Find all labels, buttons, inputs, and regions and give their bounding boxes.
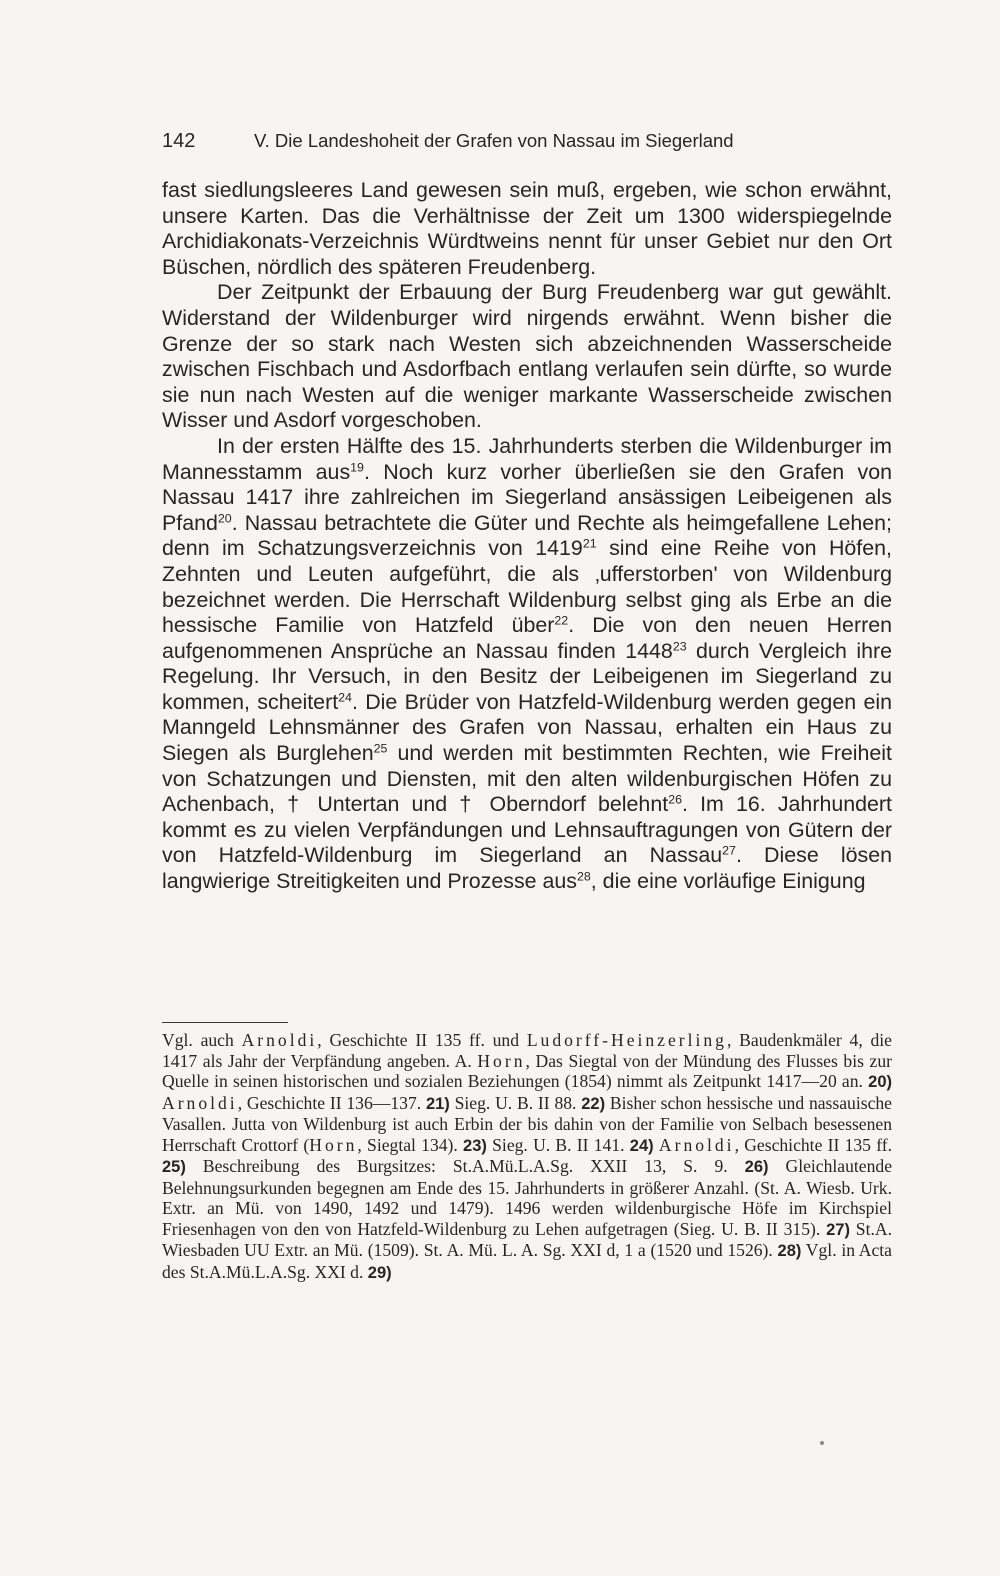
fn-text: Beschreibung des Burgsitzes: St.A.Mü.L.A.Sg. XXII 13, S. 9. <box>185 1156 745 1176</box>
footnote-ref-24: 24 <box>338 690 352 705</box>
author-arnoldi: Arnoldi <box>658 1134 735 1155</box>
author-ludorff: Ludorff-Heinzerling <box>526 1030 727 1050</box>
paragraph-1: fast siedlungsleeres Land gewesen sein muß, ergeben, wie schon erwähnt, unsere Karten. Das die Verhältnisse der Zeit um 1300 widerspiegelnde Archidiakonats-Verzeichnis Würdtweins nennt für unser Gebiet nur den Ort Büschen, nördlich des späteren Freudenberg. <box>162 178 892 279</box>
paragraph-2: Der Zeitpunkt der Erbauung der Burg Freudenberg war gut gewählt. Widerstand der Wildenburger wird nirgends erwähnt. Wenn bisher die Grenze der so stark nach Westen sich abzeichnenden Wasserscheide zwischen Fischbach und Asdorfbach entlang verlaufen sein dürfte, so wurde sie nun nach Westen auf die weniger markante Wasserscheide zwischen Wisser und Asdorf vorgeschoben. <box>162 280 892 433</box>
author-arnoldi: Arnoldi <box>241 1030 318 1050</box>
footnote-ref-28: 28 <box>576 869 591 884</box>
text-run: und werden mit bestimmten Rechten, wie Freiheit von Schatzungen und Diensten, mit den alten wildenburgischen Höfen zu Achenbach, † Untertan und † Oberndorf belehnt <box>162 741 892 817</box>
text-run: . Noch kurz vorher überließen sie den Grafen von Nassau 1417 ihre zahlreichen im Siegerland ansässigen Leibeigenen als Pfand <box>162 459 893 535</box>
footnote-number-20: 20) <box>868 1073 892 1091</box>
main-text <box>162 178 892 895</box>
footnote-number-25: 25) <box>162 1158 186 1176</box>
footnote-number-23: 23) <box>463 1136 487 1155</box>
paper-speck <box>820 1441 824 1445</box>
text-run: In der ersten Hälfte des 15. Jahrhunderts sterben die Wildenburger im Mannesstamm aus <box>162 433 892 484</box>
footnote-number-28: 28) <box>777 1242 802 1260</box>
footnote-number-21: 21) <box>425 1094 450 1113</box>
footnote-ref-22: 22 <box>554 613 569 628</box>
footnote-ref-23: 23 <box>672 639 687 654</box>
fn-text: Gleichlautende Belehnungsurkunden begegnen am Ende des 15. Jahrhunderts in größerer Anzahl. (St. A. Wiesb. Urk. Extr. an Mü. von 1490, 1492 und 1479). 1496 werden wildenburgische Höfe im Kirchspiel Friesenhagen von den von Hatzfeld-Wildenburg zu Lehen aufgetragen (Sieg. U. B. II 315). <box>162 1156 893 1239</box>
fn-text: Vgl. in Acta des St.A.Mü.L.A.Sg. XXI d. <box>162 1240 892 1282</box>
footnote-block <box>162 1030 892 1283</box>
author-horn: Horn <box>309 1134 358 1155</box>
footnote-ref-21: 21 <box>582 536 597 551</box>
fn-text: Bisher schon hessische und nassauische Vasallen. Jutta von Wildenburg ist auch Erbin der bis dahin von der Familie von Selbach besessenen Herrschaft Crottorf ( <box>162 1092 892 1155</box>
running-title: V. Die Landeshoheit der Grafen von Nassau im Siegerland <box>254 130 734 151</box>
footnotes <box>162 1030 892 1283</box>
text-run: , die eine vorläufige Einigung <box>590 869 866 894</box>
footnote-number-24: 24) <box>629 1136 654 1155</box>
footnote-ref-27: 27 <box>722 844 736 858</box>
text-run: durch Vergleich ihre Regelung. Ihr Versuch, in den Besitz der Leibeigenen im Siegerland zu kommen, scheitert <box>162 638 892 714</box>
footnote-number-27: 27) <box>826 1220 850 1239</box>
fn-text: , Geschichte II 135 ff. und <box>317 1030 527 1050</box>
text-run: sind eine Reihe von Höfen, Zehnten und Leuten aufgeführt, die als ‚ufferstorben' von Wildenburg bezeichnet werden. Die Herrschaft Wildenburg selbst ging als Erbe an die hessische Familie von Hatzfeld über <box>162 536 892 638</box>
text-run: . Nassau betrachtete die Güter und Rechte als heimgefallene Lehen; denn im Schatzungsverzeichnis von 1419 <box>162 510 892 561</box>
fn-text: , Siegtal 134). <box>357 1134 464 1155</box>
paragraph-3 <box>162 434 892 895</box>
page-number: 142 <box>162 130 196 152</box>
footnote-number-22: 22) <box>581 1094 606 1113</box>
footnote-ref-26: 26 <box>668 792 682 807</box>
page-header <box>162 128 902 154</box>
fn-text: , Geschichte II 135 ff. <box>734 1134 893 1155</box>
footnote-number-26: 26) <box>744 1158 769 1176</box>
fn-text: Sieg. U. B. II 141. <box>486 1134 630 1155</box>
footnote-number-29: 29) <box>367 1263 392 1282</box>
text-run: . Diese lösen langwierige Streitigkeiten und Prozesse aus <box>162 843 892 894</box>
author-arnoldi: Arnoldi <box>162 1092 238 1113</box>
author-horn: Horn <box>477 1050 526 1071</box>
footnote-separator <box>162 1022 288 1023</box>
footnote-ref-19: 19 <box>350 460 364 475</box>
text-run: . Im 16. Jahrhundert kommt es zu vielen Verpfändungen und Lehnsauftragungen von Gütern der von Hatzfeld-Wildenburg im Siegerland an Nassau <box>162 792 893 868</box>
footnote-ref-25: 25 <box>373 741 388 756</box>
fn-text: , Das Siegtal von der Mündung des Flusses bis zur Quelle in seinen historischen und sozialen Beziehungen (1854) nimmt als Zeitpunkt 1417—20 an. <box>162 1050 892 1091</box>
fn-text: , Geschichte II 136—137. <box>237 1092 426 1113</box>
text-run: . Die von den neuen Herren aufgenommenen Ansprüche an Nassau finden 1448 <box>162 613 892 663</box>
footnote-ref-20: 20 <box>217 511 232 526</box>
fn-text: St.A. Wiesbaden UU Extr. an Mü. (1509). St. A. Mü. L. A. Sg. XXI d, 1 a (1520 und 1526). <box>162 1218 892 1260</box>
text-run: . Die Brüder von Hatzfeld-Wildenburg werden gegen ein Manngeld Lehnsmänner des Grafen von Nassau, erhalten ein Haus zu Siegen als Burglehen <box>162 689 892 766</box>
fn-text: Vgl. auch <box>162 1030 242 1050</box>
fn-text: , Baudenkmäler 4, die 1417 als Jahr der Verpfändung angeben. A. <box>162 1030 892 1071</box>
fn-text: Sieg. U. B. II 88. <box>449 1092 582 1113</box>
